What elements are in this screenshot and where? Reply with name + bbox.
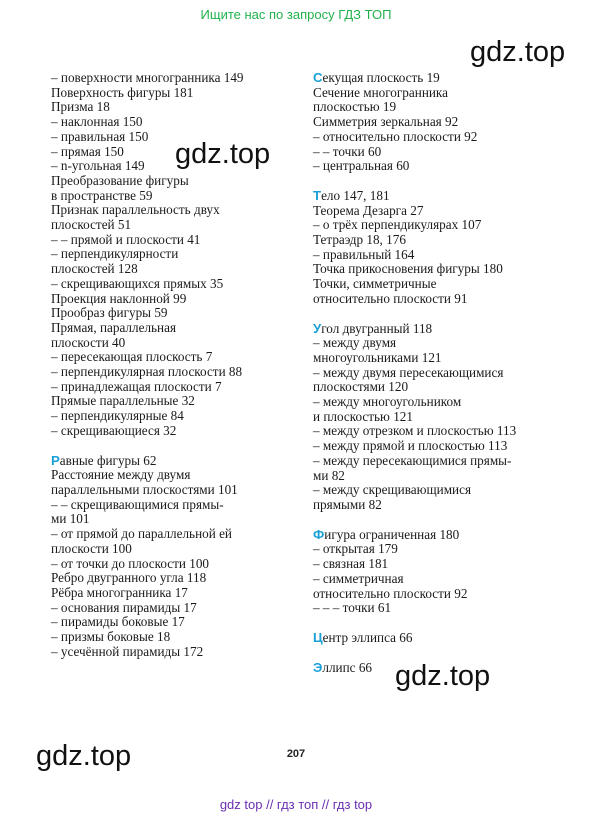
index-entry: [51, 409, 301, 424]
page-number: 207: [286, 748, 306, 760]
index-entry-text: ми 101: [51, 511, 90, 527]
index-entry: [51, 262, 301, 277]
index-entry-text: ело 147, 181: [321, 187, 390, 203]
index-entry: [313, 189, 573, 204]
index-entry-text: игура ограниченная 180: [324, 526, 460, 542]
index-entry-text: плоскостями 120: [313, 379, 409, 395]
index-entry: [51, 571, 301, 586]
index-entry: [313, 86, 573, 101]
index-entry: [51, 365, 301, 380]
index-entry: [51, 498, 301, 513]
index-entry-text: – между скрещивающимися: [313, 482, 472, 498]
index-entry-text: Расстояние между двумя: [51, 467, 191, 483]
index-entry-text: – между многоугольником: [313, 394, 462, 410]
index-entry: [313, 218, 573, 233]
footer-links: gdz top // гдз топ // гдз top: [219, 797, 373, 812]
index-entry: [313, 262, 573, 277]
index-entry-text: Точки, симметричные: [313, 276, 437, 292]
index-entry-text: – наклонная 150: [51, 114, 143, 130]
index-entry-text: Ребро двугранного угла 118: [51, 570, 207, 586]
index-entry-text: относительно плоскости 92: [313, 585, 468, 601]
index-entry-text: – – скрещивающимися прямы-: [51, 496, 224, 512]
index-entry-text: – правильный 164: [313, 246, 415, 262]
index-entry-text: Тетраэдр 18, 176: [313, 232, 406, 248]
index-entry-text: параллельными плоскостями 101: [51, 481, 238, 497]
index-entry-text: – пирамиды боковые 17: [51, 614, 185, 630]
index-entry-text: Преобразование фигуры: [51, 172, 189, 188]
index-column-right: [313, 71, 573, 675]
index-entry: [51, 557, 301, 572]
index-entry: [313, 233, 573, 248]
section-letter: Т: [313, 187, 322, 203]
index-entry: [51, 424, 301, 439]
index-entry: [313, 145, 573, 160]
index-entry: [313, 71, 573, 86]
index-entry: [51, 630, 301, 645]
index-entry: [51, 71, 301, 86]
watermark: gdz.top: [395, 660, 491, 692]
index-entry-text: Точка прикосновения фигуры 180: [313, 261, 503, 277]
index-entry: [313, 454, 573, 469]
index-entry: [313, 204, 573, 219]
index-entry: [51, 394, 301, 409]
index-entry: [313, 277, 573, 292]
index-entry-text: – между прямой и плоскостью 113: [313, 438, 508, 454]
index-entry: [51, 86, 301, 101]
index-entry-text: ллипс 66: [322, 659, 373, 675]
section-letter: У: [313, 320, 322, 336]
index-entry: [313, 424, 573, 439]
index-entry: [51, 586, 301, 601]
index-entry-text: плоскостей 51: [51, 217, 132, 233]
watermark: gdz.top: [470, 36, 566, 68]
index-entry-text: – от прямой до параллельной ей: [51, 526, 232, 542]
index-entry-text: – – – точки 61: [313, 600, 392, 616]
index-entry: [313, 601, 573, 616]
index-entry-text: Рёбра многогранника 17: [51, 584, 188, 600]
section-letter: Р: [51, 452, 60, 468]
index-entry: [313, 469, 573, 484]
index-entry: [313, 557, 573, 572]
index-entry: [51, 203, 301, 218]
index-entry-text: – перпендикулярные 84: [51, 408, 184, 424]
index-entry: [313, 395, 573, 410]
index-entry: [313, 322, 573, 337]
index-entry: [51, 292, 301, 307]
index-entry: [313, 115, 573, 130]
index-entry-text: – прямая 150: [51, 143, 124, 159]
index-entry-text: – – прямой и плоскости 41: [51, 231, 201, 247]
index-entry-text: Теорема Дезарга 27: [313, 202, 424, 218]
index-entry: [51, 189, 301, 204]
index-entry: [313, 542, 573, 557]
index-entry: [51, 321, 301, 336]
index-entry-text: – от точки до плоскости 100: [51, 555, 210, 571]
index-entry: [51, 512, 301, 527]
index-entry: [51, 542, 301, 557]
index-entry-text: Прообраз фигуры 59: [51, 305, 168, 321]
index-entry-text: – относительно плоскости 92: [313, 128, 478, 144]
index-entry-text: относительно плоскости 91: [313, 290, 468, 306]
index-entry: [313, 498, 573, 513]
index-entry-text: – перпендикулярная плоскости 88: [51, 364, 243, 380]
section-letter: С: [313, 70, 323, 85]
index-entry: [51, 115, 301, 130]
index-entry-text: – усечённой пирамиды 172: [51, 643, 204, 659]
index-entry: [51, 601, 301, 616]
index-entry: [51, 218, 301, 233]
top-banner: Ищите нас по запросу ГДЗ ТОП: [200, 7, 392, 22]
index-entry: [313, 439, 573, 454]
index-entry: [313, 336, 573, 351]
index-entry-text: – принадлежащая плоскости 7: [51, 378, 222, 394]
index-entry-text: – правильная 150: [51, 128, 149, 144]
index-entry: [51, 306, 301, 321]
index-entry: [51, 350, 301, 365]
index-entry-text: ми 82: [313, 467, 345, 483]
index-entry-text: Сечение многогранника: [313, 84, 448, 100]
index-entry: [51, 247, 301, 262]
index-entry-text: авные фигуры 62: [59, 452, 157, 468]
index-entry: [51, 174, 301, 189]
index-entry-text: – центральная 60: [313, 158, 410, 174]
index-entry: [51, 336, 301, 351]
index-entry: [51, 100, 301, 115]
index-entry-text: – между пересекающимися прямы-: [313, 452, 512, 468]
index-entry: [313, 130, 573, 145]
index-entry: [313, 528, 573, 543]
index-entry-text: екущая плоскость 19: [322, 70, 440, 85]
index-entry-text: – призмы боковые 18: [51, 629, 171, 645]
index-entry: [51, 468, 301, 483]
index-entry-text: плоскости 100: [51, 540, 132, 556]
section-letter: Ц: [313, 629, 323, 645]
index-entry-text: Прямая, параллельная: [51, 319, 177, 335]
index-entry-text: – перпендикулярности: [51, 246, 179, 262]
index-entry-text: Проекция наклонной 99: [51, 290, 187, 306]
index-entry: [51, 615, 301, 630]
index-entry-text: многоугольниками 121: [313, 349, 442, 365]
index-entry-text: – между двумя пересекающимися: [313, 364, 504, 380]
index-entry: [51, 233, 301, 248]
index-entry: [313, 587, 573, 602]
section-letter: Ф: [313, 526, 325, 542]
index-entry: [313, 351, 573, 366]
index-entry-text: – скрещивающиеся 32: [51, 422, 177, 438]
index-entry-text: – симметричная: [313, 570, 404, 586]
index-entry-text: плоскостью 19: [313, 99, 397, 115]
index-entry: [51, 454, 301, 469]
index-entry-text: – поверхности многогранника 149: [51, 70, 244, 85]
index-entry: [51, 645, 301, 660]
index-entry-text: гол двугранный 118: [321, 320, 433, 336]
index-entry-text: Симметрия зеркальная 92: [313, 114, 459, 130]
index-entry-text: в пространстве 59: [51, 187, 153, 203]
index-entry: [313, 366, 573, 381]
watermark: gdz.top: [175, 138, 271, 170]
watermark: gdz.top: [36, 740, 132, 772]
index-entry-text: – пересекающая плоскость 7: [51, 349, 213, 365]
index-entry-text: плоскостей 128: [51, 261, 138, 277]
index-entry-text: – между двумя: [313, 335, 397, 351]
index-entry: [51, 277, 301, 292]
index-entry-text: плоскости 40: [51, 334, 126, 350]
index-entry-text: – скрещивающихся прямых 35: [51, 275, 224, 291]
index-entry: [313, 100, 573, 115]
index-entry-text: ентр эллипса 66: [322, 629, 413, 645]
index-entry-text: Прямые параллельные 32: [51, 393, 195, 409]
index-entry-text: – связная 181: [313, 556, 389, 572]
index-entry-text: – основания пирамиды 17: [51, 599, 197, 615]
index-entry-text: Призма 18: [51, 99, 110, 115]
index-entry-text: прямыми 82: [313, 496, 382, 512]
index-entry: [51, 380, 301, 395]
index-entry: [51, 483, 301, 498]
index-entry-text: – n-угольная 149: [51, 158, 145, 174]
index-entry-text: – о трёх перпендикулярах 107: [313, 217, 482, 233]
section-letter: Э: [313, 659, 323, 675]
index-entry-text: – открытая 179: [313, 541, 398, 557]
index-entry-text: Признак параллельность двух: [51, 202, 220, 218]
index-entry: [313, 159, 573, 174]
index-entry-text: и плоскостью 121: [313, 408, 413, 424]
index-entry: [51, 527, 301, 542]
index-entry: [313, 292, 573, 307]
index-entry-text: – между отрезком и плоскостью 113: [313, 423, 517, 439]
index-entry: [313, 410, 573, 425]
index-entry: [313, 572, 573, 587]
index-entry: [313, 248, 573, 263]
index-entry: [313, 631, 573, 646]
index-entry: [313, 483, 573, 498]
index-entry-text: – – точки 60: [313, 143, 382, 159]
index-entry-text: Поверхность фигуры 181: [51, 84, 194, 100]
index-entry: [313, 380, 573, 395]
